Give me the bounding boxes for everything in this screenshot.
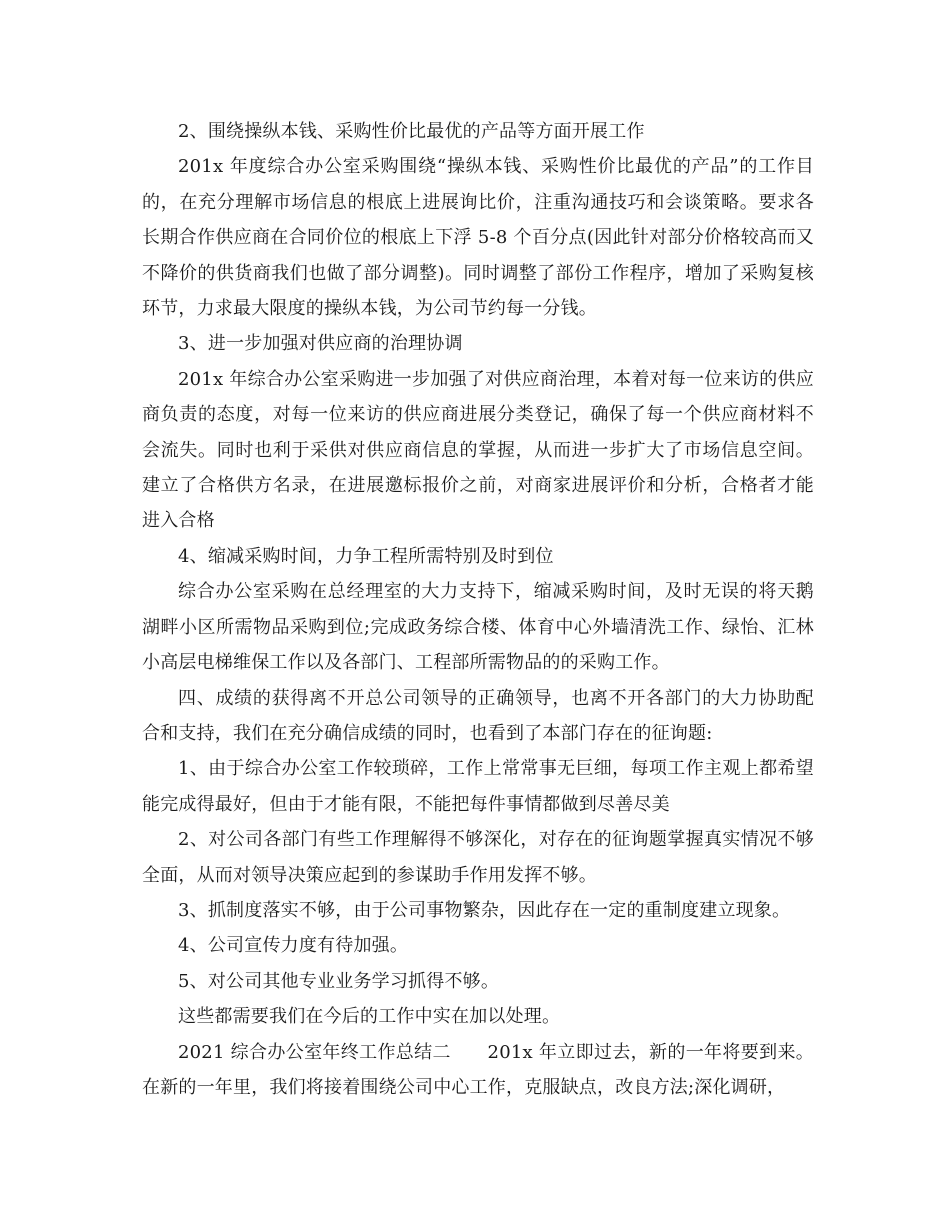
paragraph-procurement-time: 综合办公室采购在总经理室的大力支持下，缩减采购时间，及时无误的将天鹅湖畔小区所需物品采购到位;完成政务综合楼、体育中心外墙清洗工作、绿怡、汇林小高层电梯维保工作以及各部门、工程部所需物品的的采购工作。 <box>142 581 814 674</box>
section-heading-procurement-time: 4、缩减采购时间，力争工程所需特别及时到位 <box>178 545 554 567</box>
paragraph-achievements-problems: 四、成绩的获得离不开总公司领导的正确领导，也离不开各部门的大力协助配合和支持，我们在充分确信成绩的同时，也看到了本部门存在的征询题: <box>142 687 814 744</box>
list-item-problem-4: 4、公司宣传力度有待加强。 <box>178 935 409 957</box>
section-heading-cost-control: 2、围绕操纵本钱、采购性价比最优的产品等方面开展工作 <box>178 121 645 142</box>
list-item-problem-5: 5、对公司其他专业业务学习抓得不够。 <box>178 970 500 992</box>
paragraph-conclusion: 这些都需要我们在今后的工作中实在加以处理。 <box>178 1006 561 1028</box>
document-page <box>142 114 814 1105</box>
section-heading-supplier-management: 3、进一步加强对供应商的治理协调 <box>178 333 463 355</box>
list-item-problem-2: 2、对公司各部门有些工作理解得不够深化，对存在的征询题掌握真实情况不够全面，从而对领导决策应起到的参谋助手作用发挥不够。 <box>142 829 814 886</box>
paragraph-supplier-management: 201x 年综合办公室采购进一步加强了对供应商治理，本着对每一位来访的供应商负责的态度，对每一位来访的供应商进展分类登记，确保了每一个供应商材料不会流失。同时也利于采供对供应商信息的掌握，从而进一步扩大了市场信息空间。建立了合格供方名录，在进展邀标报价之前，对商家进展评价和分析，合格者才能进入合格 <box>142 368 814 532</box>
list-item-problem-1: 1、由于综合办公室工作较琐碎，工作上常常事无巨细，每项工作主观上都希望能完成得最好，但由于才能有限，不能把每件事情都做到尽善尽美 <box>142 758 814 815</box>
list-item-problem-3: 3、抓制度落实不够，由于公司事物繁杂，因此存在一定的重制度建立现象。 <box>178 899 791 921</box>
paragraph-procurement-pricing: 201x 年度综合办公室采购围绕“操纵本钱、采购性价比最优的产品”的工作目的，在充分理解市场信息的根底上进展询比价，注重沟通技巧和会谈策略。要求各长期合作供应商在合同价位的根底上下浮 5-8 个百分点(因此针对部分价格较高而又不降价的供货商我们也做了部分调整)。同时调整了部份工作程序，增加了采购复核环节，力求最大限度的操纵本钱，为公司节约每一分钱。 <box>142 156 814 320</box>
paragraph-summary-two-intro: 2021 综合办公室年终工作总结二 201x 年立即过去，新的一年将要到来。在新的一年里，我们将接着围绕公司中心工作，克服缺点，改良方法;深化调研， <box>142 1041 814 1098</box>
